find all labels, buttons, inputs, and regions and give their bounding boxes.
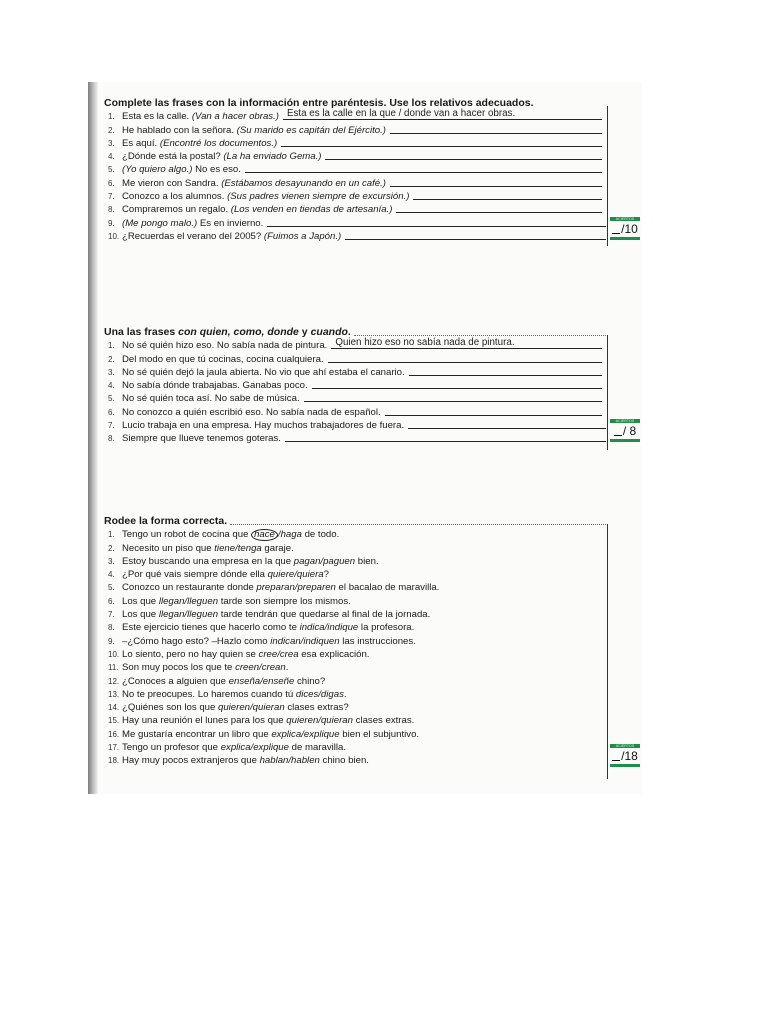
item-prompt-end: garaje. <box>261 542 294 554</box>
item-text <box>122 608 430 621</box>
item-number: 5. <box>108 165 115 175</box>
item-prompt-end: de todo. <box>301 529 340 541</box>
exercise-item <box>104 230 608 243</box>
answer-line[interactable] <box>267 215 606 227</box>
answer-line[interactable] <box>345 228 606 240</box>
item-hint: (Su marido es capitán del Ejército.) <box>236 124 386 136</box>
item-number: 1. <box>108 341 115 351</box>
item-text: No sabía dónde trabajabas. Ganabas poco. <box>122 380 308 392</box>
answer-line[interactable] <box>390 122 602 134</box>
item-text <box>122 555 379 568</box>
item-hint: (Fuimos a Japón.) <box>263 230 342 242</box>
choice-options[interactable]: dices/digas <box>295 688 344 700</box>
item-prompt: Los que <box>122 609 159 621</box>
item-prompt-end: las instrucciones. <box>339 635 416 647</box>
item-prompt: ¿Recuerdas el verano del 2005? <box>122 230 264 242</box>
item-prompt-end: la profesora. <box>358 622 415 634</box>
item-prompt: He hablado con la señora. <box>122 124 237 136</box>
exercise-item <box>104 541 608 554</box>
score-label: ACIERTOS <box>610 419 640 423</box>
item-number: 8. <box>108 434 115 444</box>
exercise-item <box>104 608 608 621</box>
item-prompt-end: . <box>285 662 289 674</box>
item-number: 14. <box>108 703 120 713</box>
item-hint: (Sus padres vienen siempre de excursión.) <box>227 191 410 203</box>
choice-options[interactable]: quiere/quiera <box>267 569 324 581</box>
item-number: 8. <box>108 623 115 633</box>
item-text <box>122 230 341 243</box>
item-number: 8. <box>108 205 115 215</box>
item-prompt: ¿Quiénes son los que <box>122 702 218 714</box>
answer-line[interactable] <box>245 161 602 173</box>
item-number: 9. <box>108 218 115 228</box>
choice-options[interactable]: pagan/paguen <box>293 555 356 567</box>
item-number: 18. <box>108 756 120 766</box>
exercise-join-sentences <box>104 325 637 445</box>
item-prompt-end: esa explicación. <box>298 648 370 660</box>
answer-line[interactable] <box>408 417 606 429</box>
item-text <box>122 217 263 230</box>
item-number: 6. <box>108 178 115 188</box>
item-prompt: –¿Cómo hago esto? –Hazlo como <box>122 635 271 647</box>
exercise-title-text: Rodee la forma correcta. <box>104 515 228 527</box>
answer-line[interactable] <box>304 390 602 402</box>
item-prompt-end: chino bien. <box>319 755 369 767</box>
item-text: No conozco a quién escribió eso. No sabía nada de español. <box>122 406 381 418</box>
exercise-item <box>104 648 608 661</box>
item-hint: (La ha enviado Gema.) <box>223 151 322 163</box>
item-text <box>122 190 409 203</box>
item-hint: (Me pongo malo.) <box>122 217 198 229</box>
item-prompt-end: bien el subjuntivo. <box>339 728 420 740</box>
choice-options[interactable]: preparan/preparen <box>256 582 336 594</box>
exercise-box-border <box>607 524 608 779</box>
exercise-item <box>104 741 608 754</box>
item-number: 9. <box>108 636 115 646</box>
score-value: /10 <box>610 221 640 237</box>
item-hint: (Encontré los documentos.) <box>159 137 278 149</box>
item-prompt: No te preocupes. Lo haremos cuando tú <box>122 688 296 700</box>
exercise-item <box>104 727 608 740</box>
choice-options[interactable]: quieren/quieran <box>218 702 285 714</box>
item-text <box>122 714 414 727</box>
item-prompt: Hay muy pocos extranjeros que <box>122 755 260 767</box>
exercise-title-text: Una las frases con quien, como, donde y cuando. <box>104 326 351 338</box>
item-number: 10. <box>108 231 120 241</box>
item-text <box>122 581 439 594</box>
answer-line[interactable]: Esta es la calle en la que / donde van a hacer obras. <box>283 108 602 120</box>
exercise-item <box>104 634 608 647</box>
choice-options[interactable]: cree/crea <box>258 648 299 660</box>
answer-line[interactable] <box>325 148 602 160</box>
item-number: 2. <box>108 543 115 553</box>
choice-alt: /haga <box>277 529 302 541</box>
item-text <box>122 701 349 714</box>
exercise-item <box>104 714 608 727</box>
choice-options[interactable]: enseña/enseñe <box>228 675 295 687</box>
item-prompt-end: clases extras? <box>284 702 349 714</box>
item-number: 5. <box>108 394 115 404</box>
score-value: /18 <box>610 748 640 764</box>
item-text <box>122 675 325 688</box>
item-prompt-end: Es en invierno. <box>197 217 264 229</box>
score-box <box>610 217 640 240</box>
item-text <box>122 595 351 608</box>
item-number: 3. <box>108 367 115 377</box>
exercise-item <box>104 594 608 607</box>
item-number: 4. <box>108 570 115 580</box>
item-text: Del modo en que tú cocinas, cocina cualquiera. <box>122 353 324 365</box>
choice-options[interactable]: indica/indique <box>299 622 359 634</box>
item-prompt: Estoy buscando una empresa en la que <box>122 555 294 567</box>
item-number: 6. <box>108 407 115 417</box>
choice-options[interactable]: quieren/quieran <box>286 715 353 727</box>
item-text <box>122 568 329 581</box>
item-prompt: ¿Dónde está la postal? <box>122 151 224 163</box>
item-hint: (Los venden en tiendas de artesanía.) <box>230 204 393 216</box>
exercise-item <box>104 555 608 568</box>
item-text: No sé quién dejó la jaula abierta. No vio que ahí estaba el canario. <box>122 366 405 378</box>
item-prompt-end: chino? <box>294 675 326 687</box>
item-text <box>122 621 414 634</box>
score-bar <box>610 764 640 767</box>
item-text <box>122 661 288 674</box>
item-prompt: Hay una reunión el lunes para los que <box>122 715 287 727</box>
answer-line[interactable]: Quien hizo eso no sabía nada de pintura. <box>331 337 602 349</box>
answer-line[interactable] <box>413 188 602 200</box>
item-number: 15. <box>108 716 120 726</box>
item-prompt-end: de maravilla. <box>288 742 347 754</box>
item-number: 17. <box>108 743 120 753</box>
item-text <box>122 163 241 176</box>
page-binding-shadow <box>88 82 98 794</box>
answer-line[interactable] <box>281 135 602 147</box>
item-text <box>122 110 279 123</box>
exercise-item <box>104 661 608 674</box>
item-prompt-end: ? <box>323 569 329 581</box>
exercise-item <box>104 674 608 687</box>
answer-line[interactable] <box>312 377 602 389</box>
exercise-item <box>104 754 608 767</box>
answer-line[interactable] <box>409 364 602 376</box>
item-hint: (Van a hacer obras.) <box>191 111 279 123</box>
exercise-items <box>104 339 608 445</box>
score-box <box>610 744 640 767</box>
item-text <box>122 137 277 150</box>
item-number: 12. <box>108 676 120 686</box>
item-text: Siempre que llueve tenemos goteras. <box>122 433 281 445</box>
item-text <box>122 528 339 541</box>
exercise-box-border <box>607 335 608 450</box>
item-prompt: Este ejercicio tienes que hacerlo como te <box>122 622 300 634</box>
item-prompt: Lo siento, pero no hay quien se <box>122 648 259 660</box>
item-prompt: ¿Por qué vais siempre dónde ella <box>122 569 268 581</box>
answer-line[interactable] <box>385 404 602 416</box>
item-text: Lucio trabaja en una empresa. Hay muchos trabajadores de fuera. <box>122 420 405 432</box>
item-number: 2. <box>108 354 115 364</box>
item-number: 5. <box>108 583 115 593</box>
item-prompt: Me gustaría encontrar un libro que <box>122 728 272 740</box>
item-number: 1. <box>108 530 115 540</box>
item-prompt: Conozco un restaurante donde <box>122 582 257 594</box>
answer-line[interactable] <box>285 430 606 442</box>
score-label: ACIERTOS <box>610 744 640 748</box>
choice-options[interactable]: llegan/lleguen <box>158 609 219 621</box>
item-prompt-end: No es eso. <box>192 164 241 176</box>
item-text <box>122 741 346 754</box>
exercise-item <box>104 528 608 541</box>
exercise-circle-form <box>104 514 638 767</box>
score-label: ACIERTOS <box>610 217 640 221</box>
choice-options[interactable]: indican/indiquen <box>270 635 340 647</box>
exercise-item <box>104 568 608 581</box>
item-text <box>122 754 369 767</box>
item-number: 4. <box>108 381 115 391</box>
item-number: 4. <box>108 152 115 162</box>
item-prompt-end: el bacalao de maravilla. <box>335 582 440 594</box>
choice-options[interactable]: explica/explique <box>271 728 340 740</box>
score-box <box>610 419 640 442</box>
exercise-title <box>104 514 608 528</box>
item-prompt-end: . <box>343 688 347 700</box>
exercise-item <box>104 688 608 701</box>
exercise-items <box>104 528 608 767</box>
choice-options[interactable]: hablan/hablen <box>259 755 320 767</box>
item-number: 10. <box>108 649 120 659</box>
answer-line[interactable] <box>396 201 602 213</box>
item-prompt: Necesito un piso que <box>122 542 215 554</box>
exercise-title-text: Complete las frases con la información entre paréntesis. Use los relativos adecuados. <box>104 97 534 109</box>
exercise-item <box>104 621 608 634</box>
choice-options[interactable]: explica/explique <box>220 742 289 754</box>
item-number: 11. <box>108 663 119 673</box>
item-number: 2. <box>108 125 115 135</box>
item-prompt-end: tarde son siempre los mismos. <box>218 595 351 607</box>
item-text: No sé quién toca así. No sabe de música. <box>122 393 300 405</box>
item-text <box>122 635 416 648</box>
choice-options[interactable]: creen/crean <box>235 662 286 674</box>
item-number: 16. <box>108 729 120 739</box>
answer-line[interactable] <box>390 175 602 187</box>
item-prompt: Conozco a los alumnos. <box>122 191 228 203</box>
item-number: 7. <box>108 192 115 202</box>
item-hint: (Estábamos desayunando en un café.) <box>221 177 387 189</box>
item-text <box>122 648 369 661</box>
score-bar <box>610 237 640 240</box>
item-prompt-end: clases extras. <box>352 715 415 727</box>
circled-choice[interactable]: hace <box>251 529 278 541</box>
item-text <box>122 542 294 555</box>
item-prompt: Son muy pocos los que te <box>122 662 236 674</box>
choice-options[interactable]: llegan/lleguen <box>158 595 219 607</box>
exercise-item <box>104 581 608 594</box>
score-bar <box>610 439 640 442</box>
answer-line[interactable] <box>328 351 602 363</box>
item-text <box>122 688 347 701</box>
exercise-box-border <box>607 106 608 246</box>
item-number: 13. <box>108 689 120 699</box>
score-value: / 8 <box>610 423 640 439</box>
item-prompt: Esta es la calle. <box>122 111 192 123</box>
item-text <box>122 177 386 190</box>
exercise-items <box>104 110 608 243</box>
item-prompt: Me vieron con Sandra. <box>122 177 222 189</box>
item-number: 6. <box>108 596 115 606</box>
choice-options[interactable]: tiene/tenga <box>214 542 262 554</box>
item-text <box>122 728 419 741</box>
item-number: 3. <box>108 138 115 148</box>
item-hint: (Yo quiero algo.) <box>122 164 193 176</box>
item-prompt: Tengo un robot de cocina que <box>122 529 252 541</box>
item-prompt: ¿Conoces a alguien que <box>122 675 229 687</box>
item-prompt-end: tarde tendrán que quedarse al final de la jornada. <box>218 609 431 621</box>
exercise-item <box>104 432 608 445</box>
item-prompt: Los que <box>122 595 159 607</box>
exercise-item <box>104 701 608 714</box>
item-number: 1. <box>108 112 115 122</box>
item-number: 7. <box>108 610 115 620</box>
exercise-relatives <box>104 96 638 243</box>
item-number: 3. <box>108 556 115 566</box>
item-prompt: Es aquí. <box>122 137 160 149</box>
item-text: No sé quién hizo eso. No sabía nada de pintura. <box>122 340 328 352</box>
item-prompt: Compraremos un regalo. <box>122 204 231 216</box>
item-number: 7. <box>108 421 115 431</box>
item-prompt-end: bien. <box>355 555 379 567</box>
item-prompt: Tengo un profesor que <box>122 742 221 754</box>
